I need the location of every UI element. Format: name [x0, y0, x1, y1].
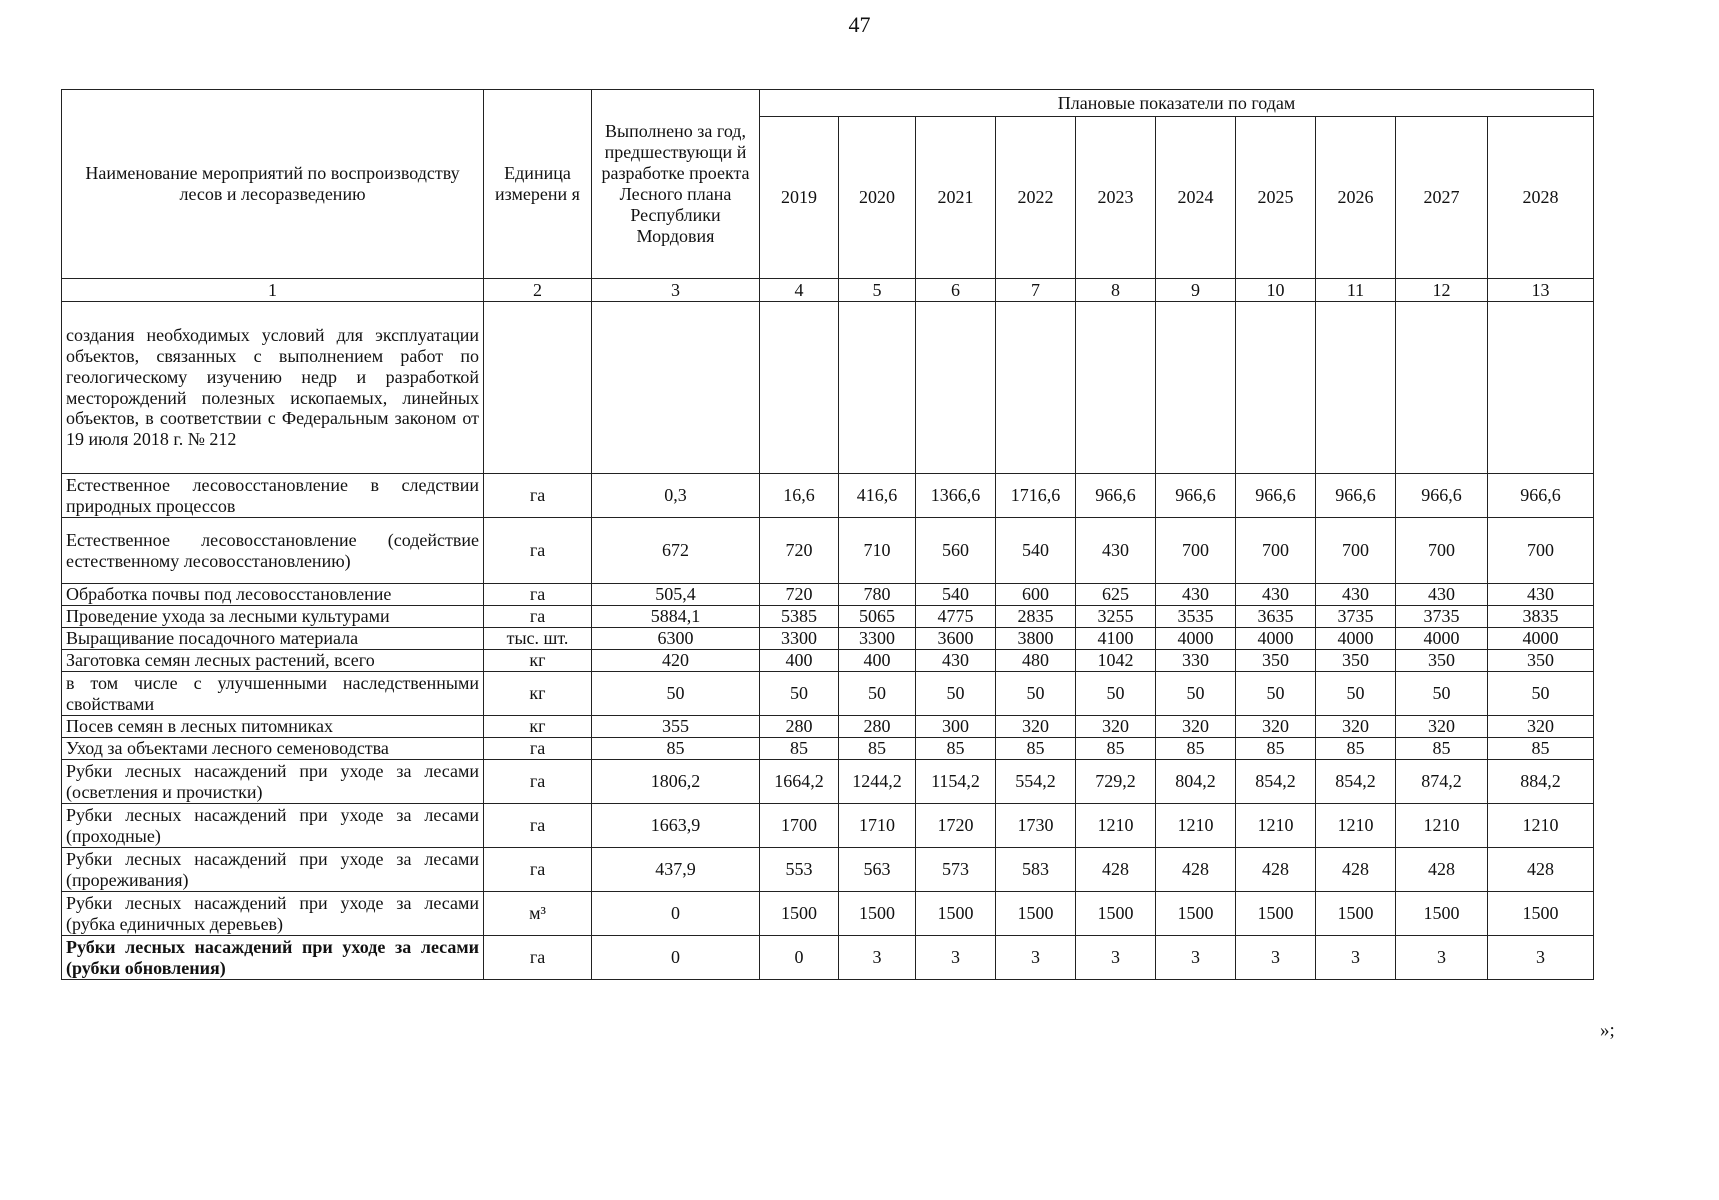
plan-value-cell: 3 [1488, 936, 1594, 980]
plan-value-cell: 3 [1316, 936, 1396, 980]
plan-value-cell: 3255 [1076, 606, 1156, 628]
plan-value-cell: 3 [1396, 936, 1488, 980]
plan-value-cell: 50 [1156, 672, 1236, 716]
plan-value-cell: 50 [839, 672, 916, 716]
plan-value-cell: 320 [1076, 716, 1156, 738]
plan-value-cell: 85 [1156, 738, 1236, 760]
plan-value-cell: 1716,6 [996, 474, 1076, 518]
plan-value-cell [1488, 302, 1594, 474]
plan-value-cell: 50 [760, 672, 839, 716]
plan-value-cell: 85 [1396, 738, 1488, 760]
plan-value-cell: 428 [1396, 848, 1488, 892]
header-year: 2021 [916, 117, 996, 279]
plan-value-cell: 573 [916, 848, 996, 892]
plan-value-cell: 300 [916, 716, 996, 738]
plan-value-cell: 1500 [916, 892, 996, 936]
plan-value-cell: 1210 [1156, 804, 1236, 848]
plan-value-cell: 700 [1316, 518, 1396, 584]
activity-name: Посев семян в лесных питомниках [62, 716, 484, 738]
column-number: 6 [916, 279, 996, 302]
plan-value-cell: 50 [916, 672, 996, 716]
done-value-cell: 6300 [592, 628, 760, 650]
plan-value-cell: 966,6 [1316, 474, 1396, 518]
plan-value-cell: 4000 [1396, 628, 1488, 650]
plan-value-cell: 554,2 [996, 760, 1076, 804]
unit-cell: кг [484, 716, 592, 738]
plan-value-cell: 1720 [916, 804, 996, 848]
done-value-cell: 85 [592, 738, 760, 760]
plan-value-cell: 966,6 [1488, 474, 1594, 518]
plan-value-cell: 3300 [760, 628, 839, 650]
plan-value-cell [760, 302, 839, 474]
plan-value-cell [916, 302, 996, 474]
plan-value-cell: 3635 [1236, 606, 1316, 628]
unit-cell: м³ [484, 892, 592, 936]
table-row [62, 716, 1594, 738]
header-year: 2025 [1236, 117, 1316, 279]
activity-name: Проведение ухода за лесными культурами [62, 606, 484, 628]
unit-cell: га [484, 474, 592, 518]
column-number: 13 [1488, 279, 1594, 302]
plan-value-cell: 50 [1488, 672, 1594, 716]
plan-value-cell: 320 [1396, 716, 1488, 738]
plan-value-cell [1316, 302, 1396, 474]
plan-value-cell: 1210 [1488, 804, 1594, 848]
table-row [62, 804, 1594, 848]
plan-value-cell: 4100 [1076, 628, 1156, 650]
header-plan-group: Плановые показатели по годам [760, 90, 1594, 117]
plan-value-cell: 1154,2 [916, 760, 996, 804]
plan-value-cell: 966,6 [1396, 474, 1488, 518]
plan-value-cell [1156, 302, 1236, 474]
plan-value-cell: 350 [1396, 650, 1488, 672]
done-value-cell [592, 302, 760, 474]
plan-value-cell: 0 [760, 936, 839, 980]
plan-value-cell: 1500 [996, 892, 1076, 936]
plan-value-cell: 430 [1076, 518, 1156, 584]
plan-value-cell: 400 [839, 650, 916, 672]
plan-value-cell: 50 [1236, 672, 1316, 716]
done-value-cell: 0 [592, 936, 760, 980]
column-number: 11 [1316, 279, 1396, 302]
plan-value-cell: 700 [1156, 518, 1236, 584]
plan-value-cell: 320 [996, 716, 1076, 738]
reforestation-plan-table [61, 89, 1594, 980]
done-value-cell: 420 [592, 650, 760, 672]
plan-value-cell: 430 [1488, 584, 1594, 606]
unit-cell: кг [484, 650, 592, 672]
header-year: 2027 [1396, 117, 1488, 279]
unit-cell: га [484, 518, 592, 584]
page-number: 47 [848, 12, 871, 37]
plan-value-cell: 710 [839, 518, 916, 584]
done-value-cell: 50 [592, 672, 760, 716]
activity-name: Рубки лесных насаждений при уходе за лесами (прореживания) [62, 848, 484, 892]
table-row [62, 892, 1594, 936]
plan-value-cell: 3735 [1396, 606, 1488, 628]
plan-value-cell: 3300 [839, 628, 916, 650]
column-number: 3 [592, 279, 760, 302]
plan-value-cell: 1210 [1076, 804, 1156, 848]
column-number: 4 [760, 279, 839, 302]
plan-value-cell: 700 [1488, 518, 1594, 584]
activity-name: в том числе с улучшенными наследственными свойствами [62, 672, 484, 716]
plan-value-cell [839, 302, 916, 474]
plan-value-cell: 1500 [1076, 892, 1156, 936]
unit-cell: га [484, 848, 592, 892]
plan-value-cell: 700 [1236, 518, 1316, 584]
column-number: 10 [1236, 279, 1316, 302]
column-number: 7 [996, 279, 1076, 302]
plan-value-cell: 5065 [839, 606, 916, 628]
plan-value-cell: 320 [1156, 716, 1236, 738]
plan-value-cell: 428 [1156, 848, 1236, 892]
header-year: 2024 [1156, 117, 1236, 279]
plan-value-cell: 350 [1236, 650, 1316, 672]
table-row [62, 672, 1594, 716]
table-row [62, 738, 1594, 760]
plan-value-cell: 1366,6 [916, 474, 996, 518]
plan-value-cell: 3600 [916, 628, 996, 650]
plan-value-cell: 1664,2 [760, 760, 839, 804]
plan-value-cell: 3535 [1156, 606, 1236, 628]
column-number: 9 [1156, 279, 1236, 302]
plan-value-cell: 85 [996, 738, 1076, 760]
activity-name: создания необходимых условий для эксплуатации объектов, связанных с выполнением работ по геологическому изучению недр и разработкой месторождений полезных ископаемых, линейных объектов, в соответствии с Федеральным законом от 19 июля 2018 г. № 212 [62, 302, 484, 474]
table-row [62, 302, 1594, 474]
plan-value-cell: 1500 [1316, 892, 1396, 936]
plan-value-cell: 50 [996, 672, 1076, 716]
done-value-cell: 505,4 [592, 584, 760, 606]
plan-value-cell: 416,6 [839, 474, 916, 518]
plan-value-cell: 583 [996, 848, 1076, 892]
table-row [62, 518, 1594, 584]
header-year: 2026 [1316, 117, 1396, 279]
plan-value-cell: 320 [1316, 716, 1396, 738]
plan-value-cell: 884,2 [1488, 760, 1594, 804]
table-row [62, 936, 1594, 980]
plan-value-cell [996, 302, 1076, 474]
unit-cell: га [484, 584, 592, 606]
plan-value-cell: 854,2 [1316, 760, 1396, 804]
column-number: 5 [839, 279, 916, 302]
done-value-cell: 672 [592, 518, 760, 584]
plan-value-cell: 85 [760, 738, 839, 760]
plan-value-cell: 966,6 [1236, 474, 1316, 518]
plan-value-cell: 1500 [1156, 892, 1236, 936]
plan-value-cell: 720 [760, 518, 839, 584]
plan-value-cell: 3 [916, 936, 996, 980]
plan-value-cell: 2835 [996, 606, 1076, 628]
plan-value-cell: 480 [996, 650, 1076, 672]
plan-value-cell: 50 [1396, 672, 1488, 716]
plan-value-cell: 1500 [760, 892, 839, 936]
plan-value-cell: 1700 [760, 804, 839, 848]
plan-value-cell: 400 [760, 650, 839, 672]
column-number: 12 [1396, 279, 1488, 302]
plan-value-cell: 3 [839, 936, 916, 980]
plan-value-cell [1396, 302, 1488, 474]
unit-cell: тыс. шт. [484, 628, 592, 650]
plan-value-cell: 780 [839, 584, 916, 606]
plan-value-cell: 1210 [1316, 804, 1396, 848]
activity-name: Естественное лесовосстановление (содействие естественному лесовосстановлению) [62, 518, 484, 584]
plan-value-cell: 280 [760, 716, 839, 738]
plan-value-cell: 3 [1156, 936, 1236, 980]
plan-value-cell: 85 [1316, 738, 1396, 760]
plan-value-cell: 3735 [1316, 606, 1396, 628]
plan-value-cell: 553 [760, 848, 839, 892]
table-row [62, 650, 1594, 672]
activity-name: Обработка почвы под лесовосстановление [62, 584, 484, 606]
plan-value-cell: 4000 [1316, 628, 1396, 650]
plan-value-cell: 804,2 [1156, 760, 1236, 804]
plan-value-cell: 600 [996, 584, 1076, 606]
unit-cell: га [484, 804, 592, 848]
column-numbers-row [62, 279, 1594, 302]
activity-name: Рубки лесных насаждений при уходе за лесами (рубка единичных деревьев) [62, 892, 484, 936]
table-row [62, 848, 1594, 892]
plan-value-cell: 85 [1076, 738, 1156, 760]
plan-value-cell: 428 [1316, 848, 1396, 892]
plan-value-cell: 430 [1156, 584, 1236, 606]
plan-value-cell: 85 [839, 738, 916, 760]
plan-value-cell: 85 [1488, 738, 1594, 760]
plan-value-cell: 16,6 [760, 474, 839, 518]
table-row [62, 606, 1594, 628]
unit-cell: га [484, 760, 592, 804]
plan-value-cell: 85 [916, 738, 996, 760]
plan-value-cell: 428 [1236, 848, 1316, 892]
plan-value-cell: 330 [1156, 650, 1236, 672]
header-year: 2022 [996, 117, 1076, 279]
header-year: 2020 [839, 117, 916, 279]
plan-value-cell: 430 [916, 650, 996, 672]
plan-value-cell: 280 [839, 716, 916, 738]
plan-value-cell [1236, 302, 1316, 474]
header-unit-column: Единица измерени я [484, 90, 592, 279]
done-value-cell: 437,9 [592, 848, 760, 892]
activity-name: Рубки лесных насаждений при уходе за лесами (проходные) [62, 804, 484, 848]
plan-value-cell: 625 [1076, 584, 1156, 606]
activity-name: Естественное лесовосстановление в следствии природных процессов [62, 474, 484, 518]
plan-value-cell: 4000 [1236, 628, 1316, 650]
plan-value-cell: 3835 [1488, 606, 1594, 628]
column-number: 1 [62, 279, 484, 302]
activity-name: Заготовка семян лесных растений, всего [62, 650, 484, 672]
done-value-cell: 5884,1 [592, 606, 760, 628]
plan-value-cell: 1500 [1396, 892, 1488, 936]
plan-value-cell: 1210 [1396, 804, 1488, 848]
plan-value-cell [1076, 302, 1156, 474]
plan-value-cell: 50 [1316, 672, 1396, 716]
plan-value-cell: 5385 [760, 606, 839, 628]
plan-value-cell: 1042 [1076, 650, 1156, 672]
plan-value-cell: 700 [1396, 518, 1488, 584]
plan-value-cell: 1500 [1236, 892, 1316, 936]
plan-value-cell: 3800 [996, 628, 1076, 650]
unit-cell: га [484, 606, 592, 628]
plan-value-cell: 1710 [839, 804, 916, 848]
unit-cell: кг [484, 672, 592, 716]
plan-value-cell: 320 [1236, 716, 1316, 738]
activity-name: Уход за объектами лесного семеноводства [62, 738, 484, 760]
done-value-cell: 355 [592, 716, 760, 738]
plan-value-cell: 720 [760, 584, 839, 606]
plan-value-cell: 4000 [1488, 628, 1594, 650]
done-value-cell: 0,3 [592, 474, 760, 518]
unit-cell: га [484, 738, 592, 760]
plan-value-cell: 4775 [916, 606, 996, 628]
plan-value-cell: 85 [1236, 738, 1316, 760]
plan-value-cell: 3 [1076, 936, 1156, 980]
plan-value-cell: 428 [1076, 848, 1156, 892]
plan-value-cell: 428 [1488, 848, 1594, 892]
plan-value-cell: 874,2 [1396, 760, 1488, 804]
activity-name: Рубки лесных насаждений при уходе за лесами (рубки обновления) [62, 936, 484, 980]
done-value-cell: 0 [592, 892, 760, 936]
plan-value-cell: 50 [1076, 672, 1156, 716]
unit-cell: га [484, 936, 592, 980]
plan-value-cell: 540 [996, 518, 1076, 584]
plan-value-cell: 729,2 [1076, 760, 1156, 804]
plan-value-cell: 430 [1396, 584, 1488, 606]
header-year: 2023 [1076, 117, 1156, 279]
plan-value-cell: 350 [1488, 650, 1594, 672]
table-row [62, 760, 1594, 804]
header-name-column: Наименование мероприятий по воспроизводству лесов и лесоразведению [62, 90, 484, 279]
plan-value-cell: 1500 [1488, 892, 1594, 936]
table-row [62, 628, 1594, 650]
header-done-column: Выполнено за год, предшествующи й разработке проекта Лесного плана Республики Мордовия [592, 90, 760, 279]
plan-value-cell: 966,6 [1076, 474, 1156, 518]
plan-value-cell: 430 [1236, 584, 1316, 606]
plan-value-cell: 1244,2 [839, 760, 916, 804]
plan-value-cell: 540 [916, 584, 996, 606]
plan-value-cell: 320 [1488, 716, 1594, 738]
plan-value-cell: 4000 [1156, 628, 1236, 650]
plan-value-cell: 3 [1236, 936, 1316, 980]
done-value-cell: 1663,9 [592, 804, 760, 848]
closing-mark: »; [1600, 1020, 1615, 1041]
table-row [62, 584, 1594, 606]
column-number: 2 [484, 279, 592, 302]
unit-cell [484, 302, 592, 474]
plan-value-cell: 3 [996, 936, 1076, 980]
column-number: 8 [1076, 279, 1156, 302]
table-row [62, 474, 1594, 518]
plan-value-cell: 1210 [1236, 804, 1316, 848]
header-year: 2028 [1488, 117, 1594, 279]
plan-value-cell: 1730 [996, 804, 1076, 848]
plan-value-cell: 1500 [839, 892, 916, 936]
activity-name: Рубки лесных насаждений при уходе за лесами (осветления и прочистки) [62, 760, 484, 804]
plan-value-cell: 560 [916, 518, 996, 584]
plan-value-cell: 854,2 [1236, 760, 1316, 804]
done-value-cell: 1806,2 [592, 760, 760, 804]
plan-value-cell: 430 [1316, 584, 1396, 606]
plan-value-cell: 350 [1316, 650, 1396, 672]
plan-value-cell: 563 [839, 848, 916, 892]
activity-name: Выращивание посадочного материала [62, 628, 484, 650]
header-year: 2019 [760, 117, 839, 279]
plan-value-cell: 966,6 [1156, 474, 1236, 518]
